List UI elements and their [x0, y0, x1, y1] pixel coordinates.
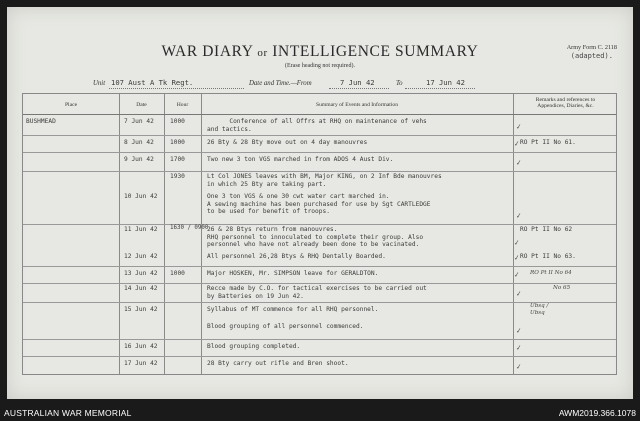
col-divider — [164, 94, 165, 374]
date-cell: 8 Jun 42 — [124, 139, 154, 146]
remarks-cell: Ubsq / Ubsq — [530, 303, 549, 316]
place-cell: BUSHMEAD — [26, 118, 56, 125]
row-divider — [23, 152, 616, 153]
hour-cell: 1930 — [170, 173, 185, 180]
hour-cell: 1630 / 0900 — [170, 225, 209, 231]
row-divider — [23, 356, 616, 357]
summary-line: and tactics. — [207, 125, 252, 133]
summary-line: Two new 3 ton VGS marched in from ADOS 4 Aust Div. — [207, 156, 394, 163]
remarks-cell: RO Pt II No 64 — [530, 270, 572, 276]
from-underline — [329, 88, 389, 89]
date-cell: 7 Jun 42 — [124, 118, 154, 125]
summary-line: 26 & 28 Btys return from manouvres. — [207, 226, 338, 233]
remarks-cell: RO Pt II No 62 — [520, 226, 573, 233]
summary-line: Lt Col JONES leaves with BM, Major KING, on 2 Inf Bde manouvres — [207, 173, 442, 180]
row-divider — [23, 266, 616, 267]
check-mark-icon: ✓ — [515, 343, 523, 353]
summary-line: personnel who have not already been done to be vacinated. — [207, 241, 420, 249]
check-mark-icon: ✓ — [515, 122, 523, 132]
unit-value: 107 Aust A Tk Regt. — [111, 78, 194, 87]
summary-line: RHQ personnel to innoculated to complete their group. Also — [207, 233, 424, 241]
row-divider — [23, 283, 616, 284]
unit-date-line — [7, 73, 633, 89]
col-header-summary: Summary of Events and Information — [315, 102, 399, 108]
summary-line: One 3 ton VGS & one 30 cwt water cart marched in. — [207, 193, 390, 200]
row-divider — [23, 171, 616, 172]
to-date-value: 17 Jun 42 — [426, 78, 465, 87]
summary-line: All personnel 26,28 Btys & RHQ Dentally Boarded. — [207, 253, 386, 260]
summary-line: 28 Bty carry out rifle and Bren shoot. — [207, 360, 349, 367]
check-mark-icon: ✓ — [515, 211, 523, 221]
summary-line: by Batteries on 19 Jun 42. — [207, 292, 304, 300]
date-range-label: Date and Time.—From — [249, 80, 312, 87]
remarks-cell: RO Pt II No 61. — [520, 139, 576, 146]
check-mark-icon: ✓ — [515, 326, 523, 336]
title-or: or — [257, 47, 268, 59]
row-divider — [23, 302, 616, 303]
date-cell: 16 Jun 42 — [124, 343, 158, 350]
remarks-cell: No 65 — [553, 285, 571, 291]
title-war-diary: WAR DIARY — [161, 43, 253, 60]
date-cell: 9 Jun 42 — [124, 156, 154, 163]
page-title — [7, 43, 633, 61]
row-divider — [23, 224, 616, 225]
summary-line: to be used for benefit of troops. — [207, 208, 330, 216]
date-cell: 14 Jun 42 — [124, 285, 158, 292]
remarks-cell: RO Pt II No 63. — [520, 253, 576, 260]
check-mark-icon: ✓ — [515, 362, 523, 372]
check-mark-icon: ✓ — [515, 289, 523, 299]
army-form-sub: (adapted). — [570, 52, 613, 60]
col-divider — [119, 94, 120, 374]
row-divider — [23, 339, 616, 340]
date-cell: 10 Jun 42 — [124, 193, 158, 200]
title-intelligence-summary: INTELLIGENCE SUMMARY — [272, 43, 479, 60]
summary-line: 26 Bty & 28 Bty move out on 4 day manouvres — [207, 139, 368, 146]
header-divider — [23, 114, 616, 115]
accession-number: AWM2019.366.1078 — [558, 408, 636, 418]
date-cell: 17 Jun 42 — [124, 360, 158, 367]
check-mark-icon: ✓ — [513, 139, 521, 149]
col-divider — [513, 94, 514, 374]
row-divider — [23, 135, 616, 136]
check-mark-icon: ✓ — [513, 270, 521, 280]
hour-cell: 1000 — [170, 270, 185, 277]
summary-line: Major HOSKEN, Mr. SIMPSON leave for GERALDTON. — [207, 270, 379, 277]
army-form-number: Army Form C. 2118 — [566, 44, 617, 51]
col-header-remarks-line2: Appendices, Diaries, &c. — [537, 103, 594, 109]
col-header-hour: Hour — [176, 102, 189, 108]
page-subtitle: (Erase heading not required). — [285, 63, 355, 69]
diary-table — [22, 93, 617, 375]
col-header-date: Date — [136, 102, 147, 108]
col-divider — [201, 94, 202, 374]
summary-line: Syllabus of MT commence for all RHQ personnel. — [207, 306, 379, 313]
summary-line: A sewing machine has been purchased for use by Sgt CARTLEDGE — [207, 200, 431, 208]
col-header-remarks — [513, 97, 618, 109]
to-label-text: To — [396, 80, 403, 87]
unit-underline — [109, 88, 244, 89]
col-header-place: Place — [64, 102, 78, 108]
summary-line: in which 25 Bty are taking part. — [207, 180, 327, 188]
summary-line: Conference of all Offrs at RHQ on maintenance of vehs — [207, 118, 427, 125]
check-mark-icon: ✓ — [515, 158, 523, 168]
date-cell: 12 Jun 42 — [124, 253, 158, 260]
check-mark-icon: ✓ — [513, 238, 521, 248]
summary-line: Recce made by C.O. for tactical exercises to be carried out — [207, 285, 427, 292]
to-underline — [405, 88, 475, 89]
check-mark-icon: ✓ — [513, 253, 521, 263]
from-date-value: 7 Jun 42 — [340, 78, 375, 87]
unit-label: Unit — [93, 80, 106, 87]
summary-line: Blood grouping of all personnel commenced. — [207, 323, 364, 330]
date-cell: 15 Jun 42 — [124, 306, 158, 313]
institution-credit: AUSTRALIAN WAR MEMORIAL — [4, 408, 132, 418]
hour-cell: 1700 — [170, 156, 185, 163]
hour-cell: 1000 — [170, 139, 185, 146]
date-cell: 11 Jun 42 — [124, 226, 158, 233]
col-header-remarks-line1: Remarks and references to — [535, 97, 596, 103]
summary-line: Blood grouping completed. — [207, 343, 301, 350]
date-cell: 13 Jun 42 — [124, 270, 158, 277]
hour-cell: 1000 — [170, 118, 185, 125]
diary-page — [7, 7, 633, 399]
